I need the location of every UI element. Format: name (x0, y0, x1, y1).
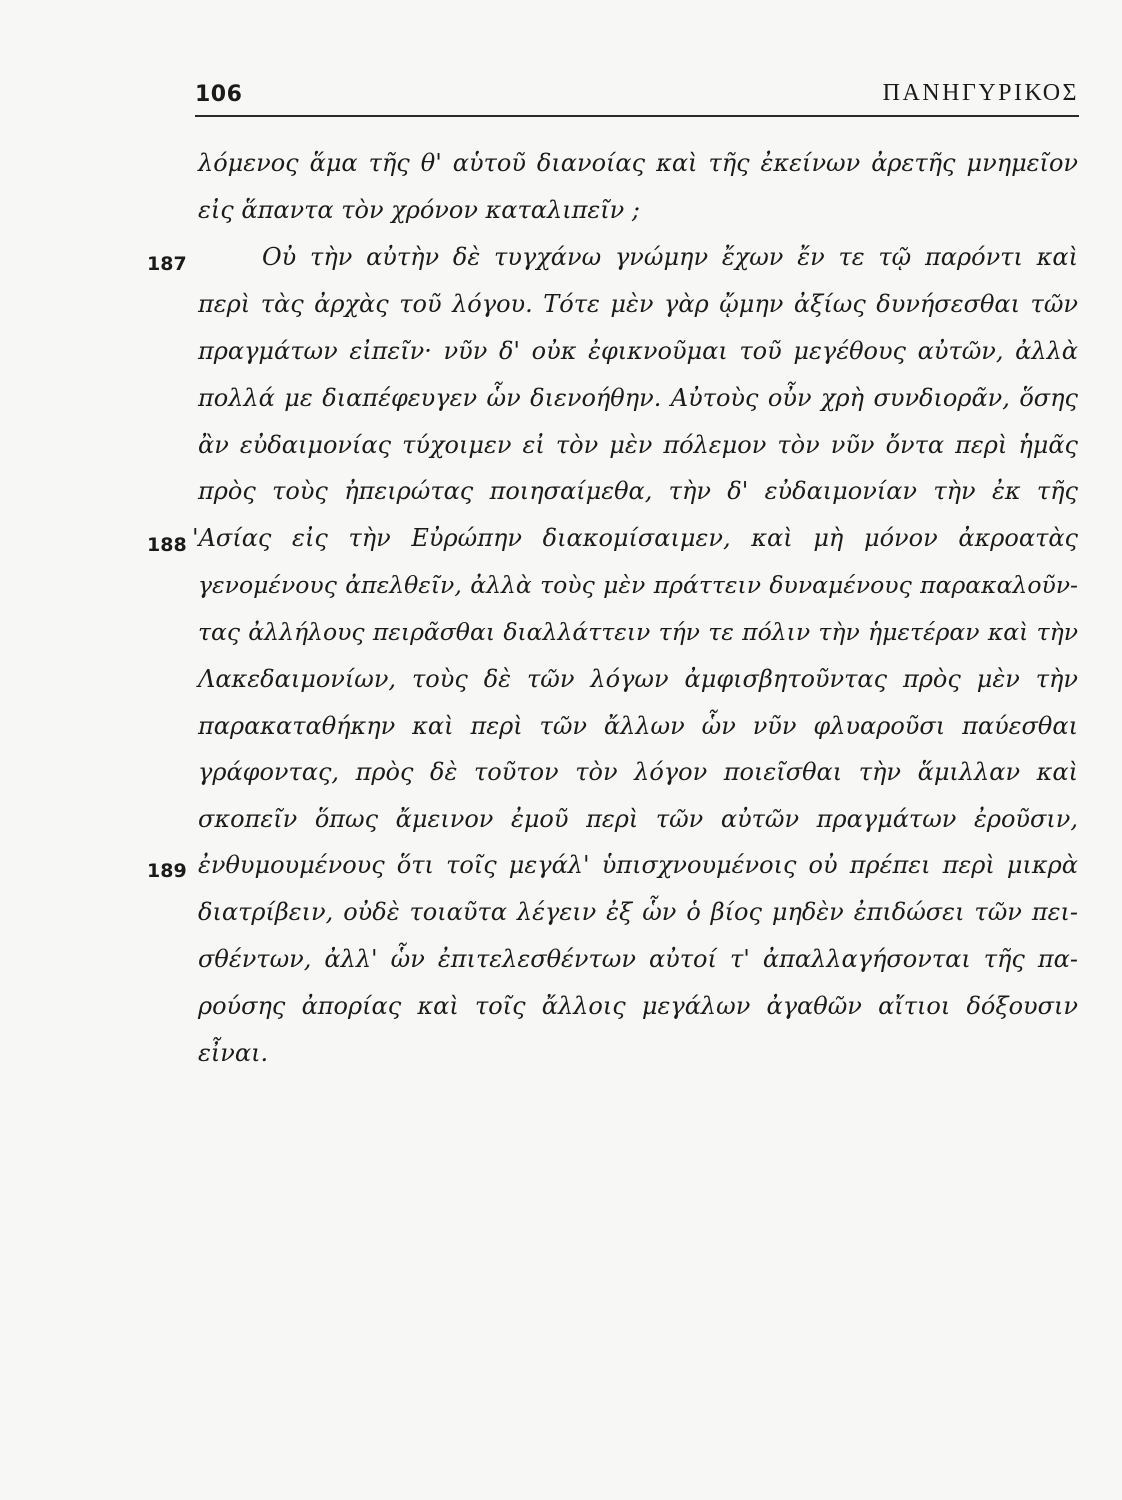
text-line: εἰς ἅπαντα τὸν χρόνον καταλιπεῖν ; (198, 196, 640, 224)
text-line: περὶ τὰς ἀρχὰς τοῦ λόγου. Τότε μὲν γὰρ ᾤμην ἀξίως δυνήσεσθαι τῶν (198, 290, 1078, 318)
text-line: ἂν εὐδαιμονίας τύχοιμεν εἰ τὸν μὲν πόλεμον τὸν νῦν ὄντα περὶ ἡμᾶς (198, 431, 1078, 459)
text-line: πραγμάτων εἰπεῖν· νῦν δ' οὐκ ἐφικνοῦμαι τοῦ μεγέθους αὐτῶν, ἀλλὰ (198, 337, 1078, 365)
page-header (195, 78, 1079, 112)
running-title: ΠΑΝΗΓΥΡΙΚΟΣ (882, 80, 1079, 106)
text-line: εἶναι. (198, 1039, 269, 1067)
text-line: 'Ασίας εἰς τὴν Εὐρώπην διακομίσαιμεν, καὶ μὴ μόνον ἀκροατὰς (192, 524, 1078, 552)
text-line: σκοπεῖν ὅπως ἄμεινον ἐμοῦ περὶ τῶν αὐτῶν πραγμάτων ἐροῦσιν, (198, 805, 1078, 833)
text-line: ρούσης ἀπορίας καὶ τοῖς ἄλλοις μεγάλων ἀγαθῶν αἴτιοι δόξουσιν (198, 992, 1078, 1020)
section-number-189: 189 (147, 860, 187, 882)
text-line: διατρίβειν, οὐδὲ τοιαῦτα λέγειν ἐξ ὧν ὁ βίος μηδὲν ἐπιδώσει τῶν πει- (198, 898, 1078, 926)
text-line: Οὐ τὴν αὐτὴν δὲ τυγχάνω γνώμην ἔχων ἔν τε τῷ παρόντι καὶ (262, 243, 1078, 271)
page-number: 106 (195, 82, 243, 107)
section-number-187: 187 (147, 253, 187, 275)
text-line: Λακεδαιμονίων, τοὺς δὲ τῶν λόγων ἀμφισβητοῦντας πρὸς μὲν τὴν (198, 665, 1078, 693)
section-number-188: 188 (147, 534, 187, 556)
text-line: πρὸς τοὺς ἠπειρώτας ποιησαίμεθα, τὴν δ' εὐδαιμονίαν τὴν ἐκ τῆς (198, 477, 1078, 505)
text-line: γράφοντας, πρὸς δὲ τοῦτον τὸν λόγον ποιεῖσθαι τὴν ἅμιλλαν καὶ (198, 758, 1078, 786)
text-line: σθέντων, ἀλλ' ὧν ἐπιτελεσθέντων αὐτοί τ' ἀπαλλαγήσονται τῆς πα- (198, 945, 1078, 973)
text-line: γενομένους ἀπελθεῖν, ἀλλὰ τοὺς μὲν πράττειν δυναμένους παρακαλοῦν- (198, 571, 1078, 599)
text-line: λόμενος ἅμα τῆς θ' αὑτοῦ διανοίας καὶ τῆς ἐκείνων ἀρετῆς μνημεῖον (198, 149, 1078, 177)
text-line: τας ἀλλήλους πειρᾶσθαι διαλλάττειν τήν τε πόλιν τὴν ἡμετέραν καὶ τὴν (198, 618, 1078, 646)
header-rule (195, 115, 1079, 117)
text-line: παρακαταθήκην καὶ περὶ τῶν ἄλλων ὧν νῦν φλυαροῦσι παύεσθαι (198, 712, 1078, 740)
text-line: ἐνθυμουμένους ὅτι τοῖς μεγάλ' ὑπισχνουμένοις οὐ πρέπει περὶ μικρὰ (198, 851, 1078, 879)
text-line: πολλά με διαπέφευγεν ὧν διενοήθην. Αὐτοὺς οὖν χρὴ συνδιορᾶν, ὅσης (198, 384, 1078, 412)
